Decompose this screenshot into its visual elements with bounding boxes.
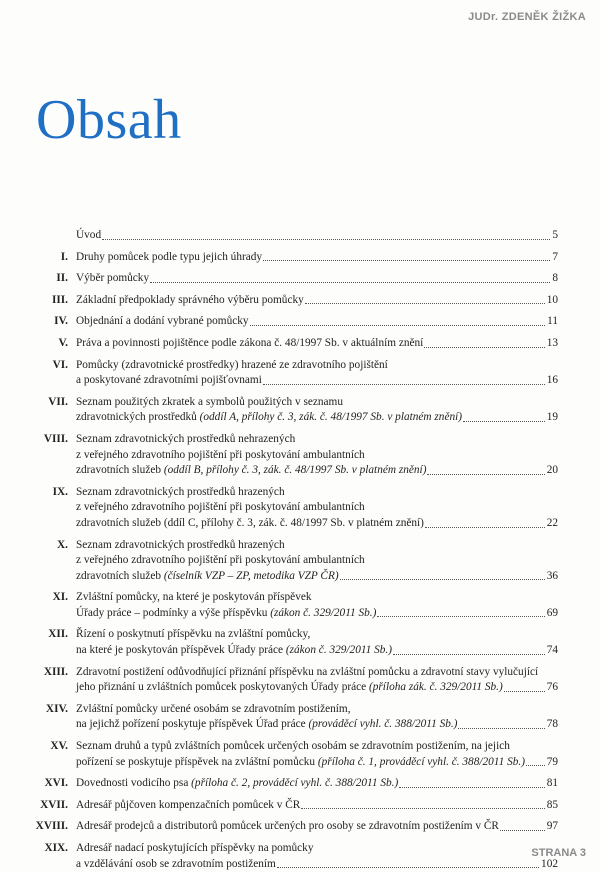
title-text: Seznam zdravotnických prostředků hrazených: [76, 485, 285, 498]
dot-leader: [263, 260, 550, 261]
entry-title-line: [76, 717, 558, 733]
entry-title-line: [76, 819, 558, 835]
entry-title-text: [76, 448, 365, 464]
entry-title: [76, 228, 558, 244]
title-text: na jejichž pořízení poskytuje příspěvek Úřad práce: [76, 718, 309, 731]
dot-leader: [526, 765, 545, 766]
entry-title: [76, 271, 558, 287]
toc-entry[interactable]: [0, 739, 600, 770]
entry-title: [76, 627, 558, 658]
entry-title-text: [76, 293, 304, 309]
title-text: Zdravotní postižení odůvodňující přiznání příspěvku na zvláštní pomůcku a zdravotní stavy vylučující: [76, 665, 539, 678]
toc-entry[interactable]: [0, 432, 600, 479]
page-number: 10: [546, 293, 558, 306]
entry-title-line: [76, 250, 558, 266]
toc-entry[interactable]: [0, 702, 600, 733]
toc-entry[interactable]: [0, 776, 600, 792]
entry-title: [76, 798, 558, 814]
entry-title-text: [76, 680, 503, 696]
entry-title-text: [76, 776, 398, 792]
entry-title: [76, 819, 558, 835]
entry-title-text: [76, 228, 101, 244]
title-text: Seznam zdravotnických prostředků nehrazených: [76, 432, 296, 445]
entry-title-line: [76, 463, 558, 479]
entry-title-text: [76, 336, 423, 352]
toc-entry[interactable]: [0, 314, 600, 330]
title-text: zdravotních služeb: [76, 464, 164, 477]
dot-leader: [263, 384, 545, 385]
entry-title-line: [76, 485, 558, 501]
entry-title-line: [76, 500, 558, 516]
entry-title-line: [76, 395, 558, 411]
entry-title-text: [76, 798, 300, 814]
page-number: 11: [547, 315, 558, 328]
entry-title: [76, 776, 558, 792]
entry-title-line: [76, 569, 558, 585]
entry-title: [76, 841, 558, 872]
page-number: 102: [541, 857, 558, 870]
title-text: Výběr pomůcky: [76, 272, 150, 285]
dot-leader: [399, 787, 544, 788]
entry-title-line: [76, 739, 558, 755]
page-number: 97: [546, 820, 558, 833]
title-text: Úvod: [76, 229, 102, 241]
dot-leader: [500, 830, 545, 831]
entry-title-line: [76, 358, 558, 374]
entry-title-line: [76, 553, 558, 569]
title-text: Úřady práce – podmínky a výše příspěvku: [76, 606, 271, 619]
entry-title-text: [76, 841, 313, 857]
entry-title-text: [76, 410, 462, 426]
legal-reference: (oddíl B, přílohy č. 3, zák. č. 48/1997 Sb. v platném znění): [163, 464, 427, 477]
legal-reference: (příloha zák. č. 329/2011 Sb.): [369, 681, 503, 694]
entry-title-line: [76, 448, 558, 464]
entry-title-text: [76, 606, 376, 622]
title-text: Pomůcky (zdravotnické prostředky) hrazené ze zdravotního pojištění: [76, 358, 388, 371]
title-text: zdravotních služeb: [76, 569, 164, 582]
entry-title-text: [76, 395, 343, 411]
dot-leader: [305, 303, 545, 304]
dot-leader: [340, 579, 545, 580]
chapter-number: XV.: [50, 740, 68, 753]
entry-title-line: [76, 410, 558, 426]
chapter-number: XI.: [52, 591, 68, 604]
entry-title-text: [76, 627, 310, 643]
entry-title-line: [76, 606, 558, 622]
title-text: a poskytované zdravotními pojišťovnami: [76, 374, 262, 387]
title-text: z veřejného zdravotního pojištění při poskytování ambulantních: [76, 501, 365, 514]
legal-reference: (oddíl A, přílohy č. 3, zák. č. 48/1997 Sb. v platném znění): [199, 411, 463, 424]
page-number: 22: [546, 516, 558, 529]
entry-title-line: [76, 228, 558, 244]
entry-title-text: [76, 643, 392, 659]
entry-title-text: [76, 432, 295, 448]
title-text: Zvláštní pomůcky, na které je poskytován příspěvek: [76, 591, 312, 604]
chapter-number: III.: [51, 293, 68, 306]
entry-title-text: [76, 314, 249, 330]
chapter-number: X.: [57, 538, 68, 551]
page-number: 74: [546, 644, 558, 657]
table-of-contents: [0, 222, 600, 872]
entry-title-text: [76, 702, 351, 718]
entry-title-text: [76, 717, 457, 733]
dot-leader: [463, 421, 545, 422]
entry-title-text: [76, 373, 262, 389]
toc-entry[interactable]: [0, 590, 600, 621]
page-number: 76: [546, 681, 558, 694]
entry-title-text: [76, 271, 149, 287]
entry-title: [76, 358, 558, 389]
chapter-number: XIV.: [45, 702, 68, 715]
toc-entry[interactable]: [0, 358, 600, 389]
entry-title-line: [76, 516, 558, 532]
title-text: Objednání a dodání vybrané pomůcky: [76, 315, 249, 328]
title-text: zdravotnických prostředků: [76, 411, 200, 424]
chapter-number: I.: [60, 250, 68, 263]
entry-title-text: [76, 485, 285, 501]
legal-reference: (zákon č. 329/2011 Sb.): [270, 606, 377, 619]
entry-title: [76, 314, 558, 330]
toc-entry[interactable]: [0, 798, 600, 814]
page-number: 8: [552, 272, 558, 285]
toc-entry[interactable]: [0, 250, 600, 266]
page-number: 78: [546, 718, 558, 731]
entry-title-line: [76, 680, 558, 696]
chapter-number: XVII.: [40, 798, 68, 811]
running-header-author: JUDr. ZDENĚK ŽIŽKA: [468, 11, 586, 23]
page-number: 19: [546, 411, 558, 424]
entry-title-text: [76, 250, 262, 266]
entry-title: [76, 702, 558, 733]
toc-entry[interactable]: [0, 485, 600, 532]
chapter-number: II.: [56, 272, 68, 285]
chapter-number: [0, 228, 76, 244]
entry-title-line: [76, 798, 558, 814]
dot-leader: [425, 527, 545, 528]
legal-reference: (zákon č. 329/2011 Sb.): [285, 644, 393, 657]
entry-title-line: [76, 373, 558, 389]
chapter-number: XVI.: [44, 777, 68, 790]
chapter-number: VIII.: [43, 432, 68, 445]
title-text: Zvláštní pomůcky určené osobám se zdravotním postižením,: [76, 702, 351, 715]
entry-title-line: [76, 271, 558, 287]
entry-title-text: [76, 590, 312, 606]
chapter-number: XIX.: [44, 842, 68, 854]
entry-title-line: [76, 643, 558, 659]
page-number: 79: [546, 755, 558, 768]
title-text: Adresář prodejců a distributorů pomůcek určených pro osoby se zdravotním postižením v ČR: [76, 820, 499, 833]
dot-leader: [150, 282, 550, 283]
entry-title-line: [76, 538, 558, 554]
entry-title-line: [76, 314, 558, 330]
entry-title-text: [76, 358, 388, 374]
entry-title-line: [76, 665, 558, 681]
toc-entry[interactable]: [0, 228, 600, 244]
entry-title-line: [76, 293, 558, 309]
entry-title-text: [76, 857, 276, 872]
chapter-number: XII.: [48, 628, 68, 641]
chapter-number: XIII.: [43, 665, 68, 678]
page-number: 85: [546, 798, 558, 811]
toc-entry[interactable]: [0, 271, 600, 287]
toc-entry[interactable]: [0, 819, 600, 835]
dot-leader: [393, 654, 545, 655]
entry-title: [76, 395, 558, 426]
entry-title-line: [76, 432, 558, 448]
entry-title-line: [76, 857, 558, 872]
entry-title: [76, 590, 558, 621]
page-number: 7: [552, 250, 558, 263]
entry-title-line: [76, 627, 558, 643]
entry-title-text: [76, 569, 339, 585]
page-number: 20: [546, 464, 558, 477]
chapter-number: IX.: [52, 485, 68, 498]
toc-entry[interactable]: [0, 665, 600, 696]
title-text: na které je poskytován příspěvek Úřady práce: [76, 644, 286, 657]
chapter-number: VII.: [48, 395, 68, 408]
entry-title-text: [76, 665, 538, 681]
dot-leader: [427, 474, 544, 475]
title-text: Adresář půjčoven kompenzačních pomůcek v ČR: [76, 798, 301, 811]
entry-title-text: [76, 516, 424, 532]
title-text: Řízení o poskytnutí příspěvku na zvláštní pomůcky,: [76, 628, 311, 641]
entry-title: [76, 538, 558, 585]
title-text: Základní předpoklady správného výběru pomůcky: [76, 293, 304, 306]
page-number: 5: [552, 229, 558, 241]
entry-title-line: [76, 755, 558, 771]
page-number: 36: [546, 569, 558, 582]
title-text: a vzdělávání osob se zdravotním postižením: [76, 857, 276, 870]
toc-entry[interactable]: [0, 395, 600, 426]
title-text: pořízení se poskytuje příspěvek na zvláštní pomůcku: [76, 755, 318, 768]
entry-title: [76, 250, 558, 266]
entry-title-text: [76, 463, 426, 479]
title-text: z veřejného zdravotního pojištění při poskytování ambulantních: [76, 448, 365, 461]
toc-entry[interactable]: [0, 336, 600, 352]
dot-leader: [250, 325, 546, 326]
dot-leader: [301, 808, 544, 809]
title-text: Seznam použitých zkratek a symbolů použitých v seznamu: [76, 395, 343, 408]
entry-title-line: [76, 336, 558, 352]
legal-reference: (příloha č. 2, prováděcí vyhl. č. 388/2011 Sb.): [191, 777, 399, 790]
page-title: Obsah: [36, 89, 182, 151]
title-text: Práva a povinnosti pojištěnce podle zákona č. 48/1997 Sb. v aktuálním znění: [76, 336, 424, 349]
toc-entry[interactable]: [0, 627, 600, 658]
toc-entry[interactable]: [0, 293, 600, 309]
dot-leader: [102, 239, 550, 240]
page-number: 69: [546, 606, 558, 619]
title-text: Dovednosti vodicího psa: [76, 777, 192, 790]
page-number-footer: STRANA 3: [531, 847, 586, 859]
page-number: 16: [546, 374, 558, 387]
dot-leader: [377, 616, 544, 617]
entry-title-text: [76, 755, 525, 771]
legal-reference: (číselník VZP – ZP, metodika VZP ČR): [163, 569, 339, 582]
entry-title-text: [76, 500, 365, 516]
dot-leader: [504, 691, 545, 692]
title-text: jeho přiznání u zvláštních pomůcek poskytovaných Úřady práce: [76, 681, 369, 694]
title-text: Seznam zdravotnických prostředků hrazených: [76, 538, 285, 551]
chapter-number: IV.: [54, 315, 68, 328]
entry-title-line: [76, 702, 558, 718]
entry-title-line: [76, 776, 558, 792]
page-number: 81: [546, 777, 558, 790]
chapter-number: XVIII.: [35, 820, 68, 833]
entry-title-text: [76, 819, 499, 835]
title-text: Adresář nadací poskytujících příspěvky na pomůcky: [76, 842, 314, 854]
entry-title: [76, 336, 558, 352]
entry-title-text: [76, 538, 285, 554]
title-text: z veřejného zdravotního pojištění při poskytování ambulantních: [76, 554, 365, 567]
toc-entry[interactable]: [0, 841, 600, 872]
chapter-number: V.: [58, 336, 68, 349]
page-number: 13: [546, 336, 558, 349]
title-text: Seznam druhů a typů zvláštních pomůcek určených osobám se zdravotním postižením, na jejich: [76, 740, 510, 753]
chapter-number: VI.: [52, 358, 68, 371]
entry-title-text: [76, 739, 510, 755]
entry-title: [76, 432, 558, 479]
entry-title: [76, 665, 558, 696]
title-text: Druhy pomůcek podle typu jejich úhrady: [76, 250, 263, 263]
entry-title-text: [76, 553, 365, 569]
entry-title-line: [76, 590, 558, 606]
dot-leader: [424, 347, 544, 348]
dot-leader: [458, 728, 544, 729]
entry-title: [76, 485, 558, 532]
entry-title-line: [76, 841, 558, 857]
entry-title: [76, 293, 558, 309]
title-text: zdravotních služeb (ddíl C, přílohy č. 3, zák. č. 48/1997 Sb. v platném znění): [76, 516, 424, 529]
legal-reference: (příloha č. 1, prováděcí vyhl. č. 388/2011 Sb.): [317, 755, 525, 768]
toc-entry[interactable]: [0, 538, 600, 585]
entry-title: [76, 739, 558, 770]
legal-reference: (prováděcí vyhl. č. 388/2011 Sb.): [308, 718, 458, 731]
